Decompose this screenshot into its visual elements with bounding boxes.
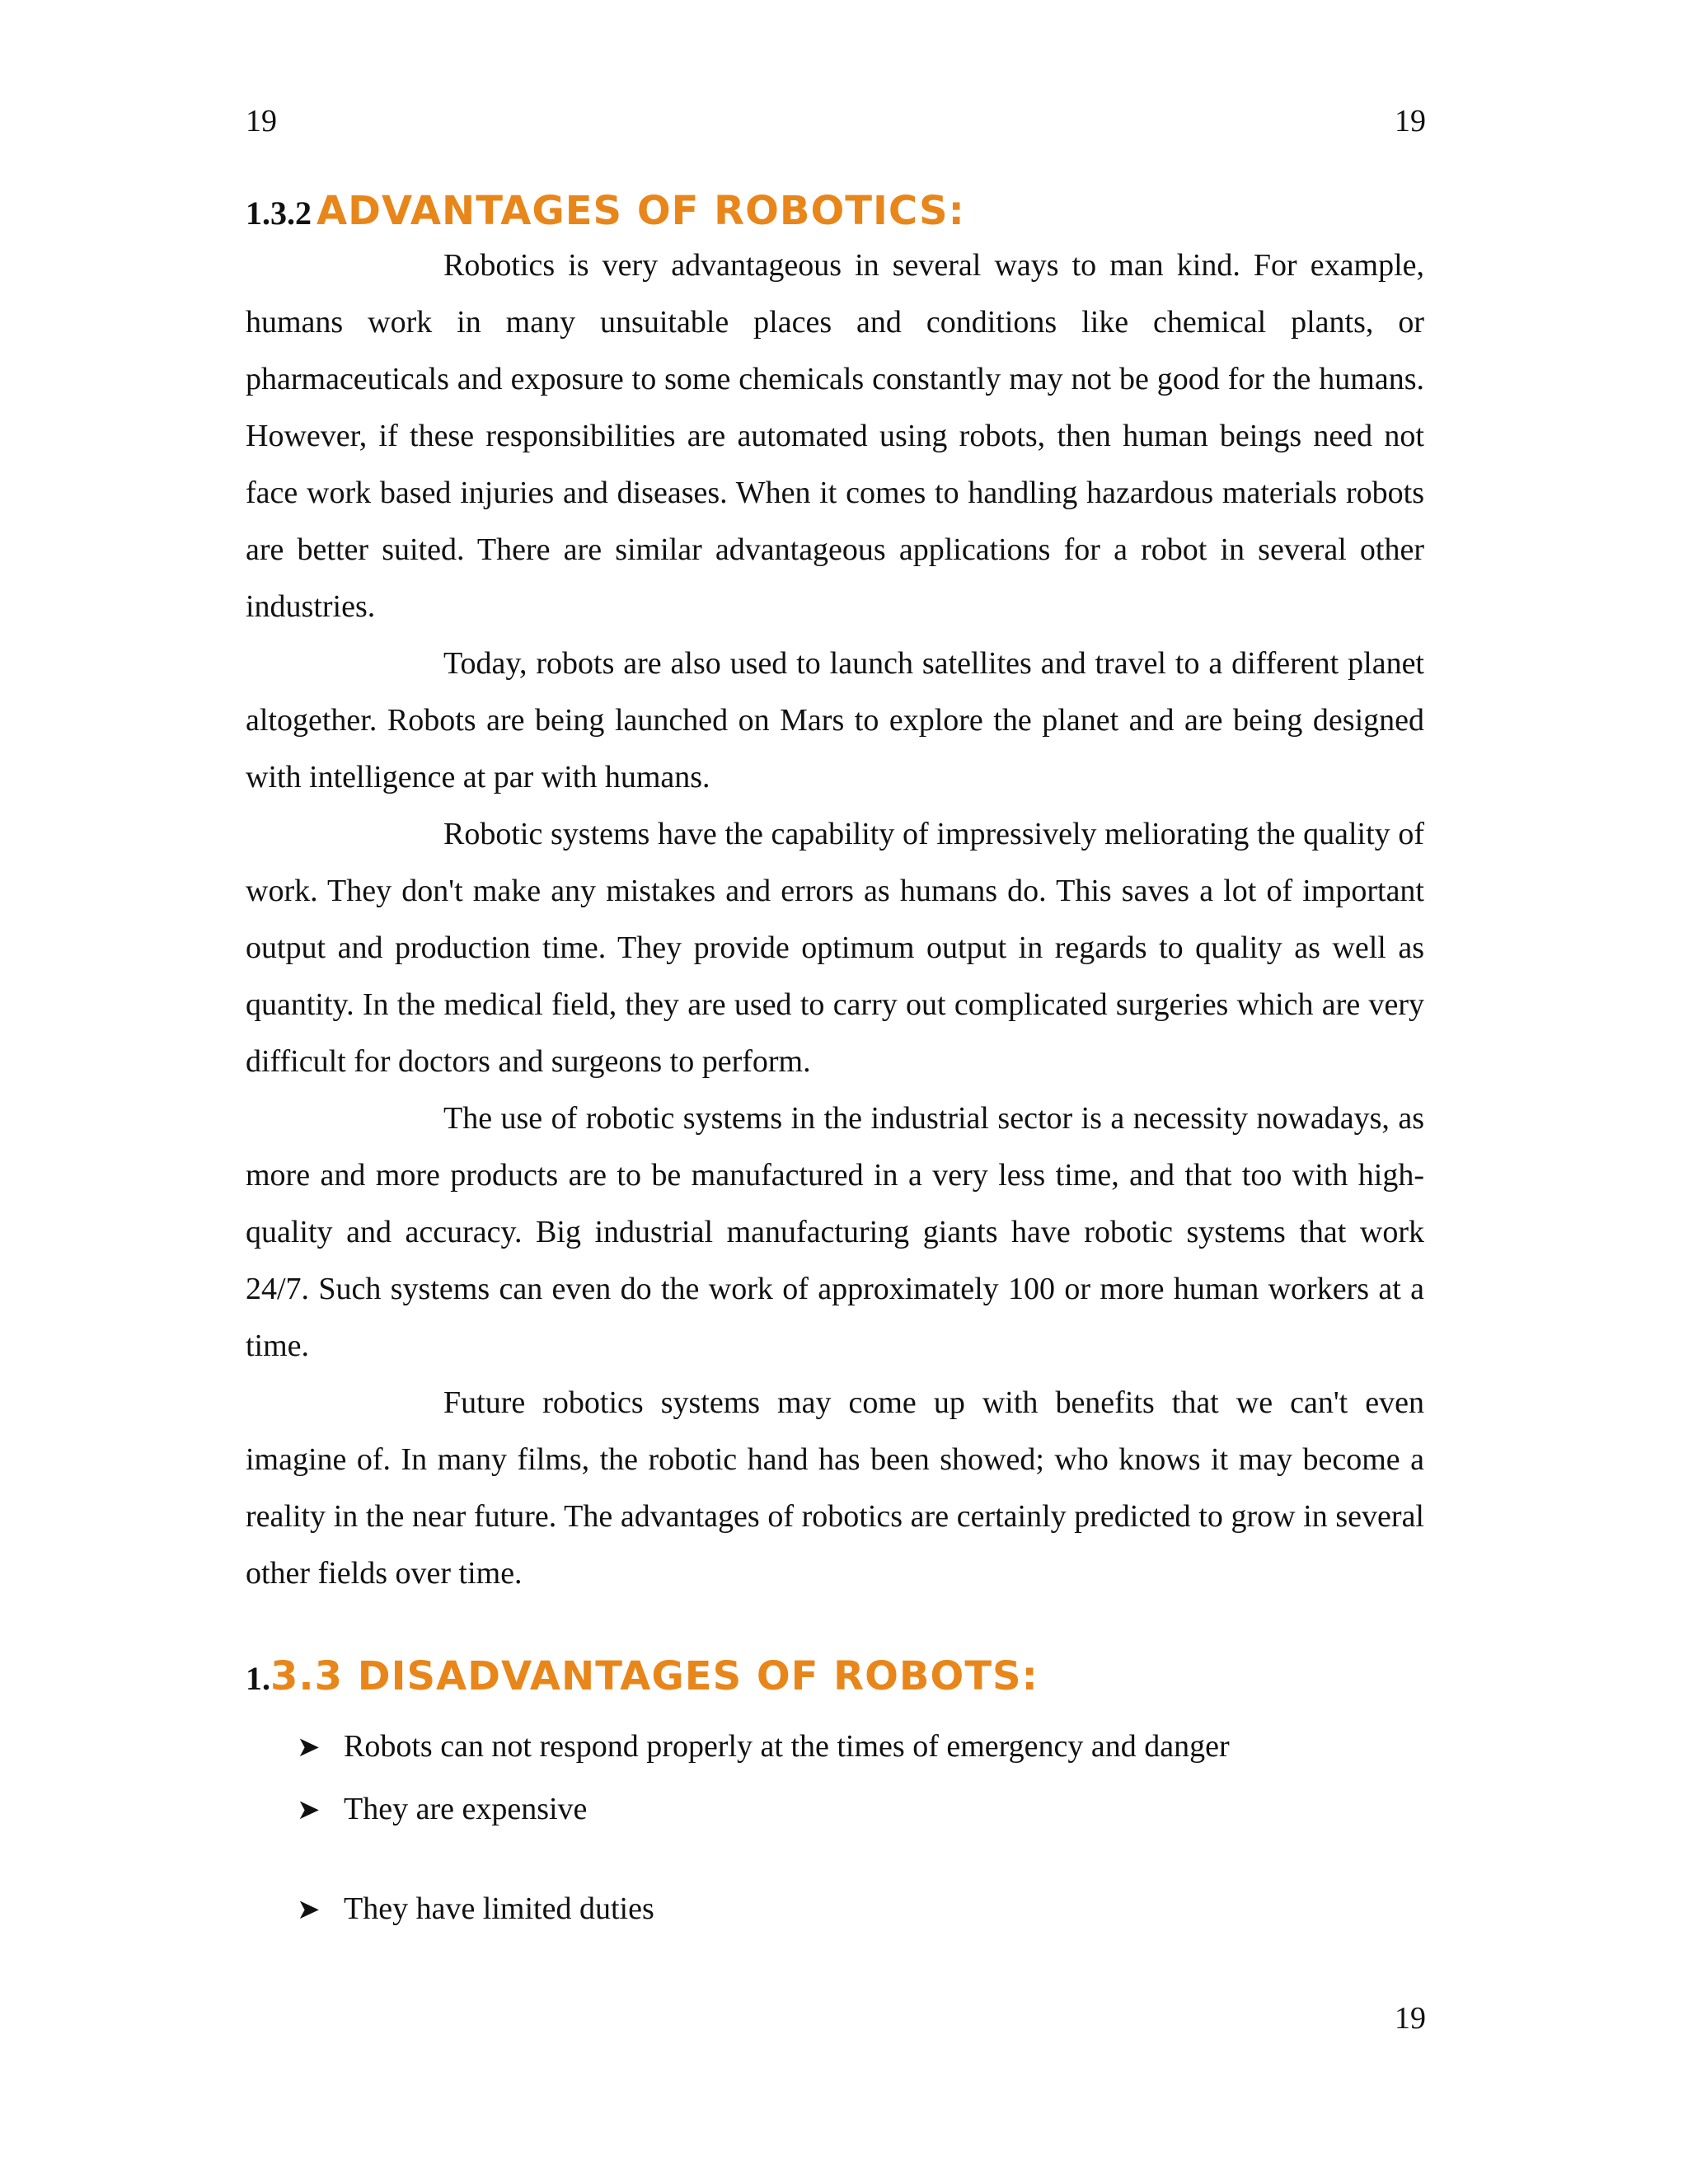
section-heading-disadvantages xyxy=(246,1653,1424,1701)
arrow-bullet-icon: ➤ xyxy=(297,1893,321,1927)
arrow-bullet-icon: ➤ xyxy=(297,1793,321,1827)
list-item-text: Robots can not respond properly at the times of emergency and danger xyxy=(344,1729,1230,1765)
section-number: 1.3.2 xyxy=(246,194,312,232)
paragraph: Robotics is very advantageous in several ways to man kind. For example, humans work in many unsuitable places and conditions like chemical plants, or pharmaceuticals and exposure to some chemicals constantly may not be good for the humans. However, if these responsibilities are automated using robots, then human beings need not face work based injuries and diseases. When it comes to handling hazardous materials robots are better suited. There are similar advantageous applications for a robot in several other industries. xyxy=(246,247,1424,624)
section-number: 1. xyxy=(246,1659,270,1697)
advantages-body xyxy=(246,237,1424,1602)
page-number-top-right: 19 xyxy=(1395,104,1426,138)
section-title: 3.3 DISADVANTAGES OF ROBOTS: xyxy=(270,1652,1039,1699)
page-number-top-left: 19 xyxy=(246,104,277,138)
disadvantages-list xyxy=(246,1725,1424,1931)
list-item xyxy=(297,1725,1424,1769)
list-item-text: They are expensive xyxy=(344,1792,588,1827)
paragraph: Future robotics systems may come up with benefits that we can't even imagine of. In many films, the robotic hand has been showed; who knows it may become a reality in the near future. The advantages of robotics are certainly predicted to grow in several other fields over time. xyxy=(246,1385,1424,1591)
paragraph: Today, robots are also used to launch satellites and travel to a different planet altogether. Robots are being launched on Mars to explore the planet and are being designed with intelligence at par with humans. xyxy=(246,645,1424,794)
list-item-text: They have limited duties xyxy=(344,1891,654,1927)
page-number-bottom-right: 19 xyxy=(1395,2001,1426,2036)
paragraph: The use of robotic systems in the industrial sector is a necessity nowadays, as more and more products are to be manufactured in a very less time, and that too with high-quality and accuracy. Big industrial manufacturing giants have robotic systems that work 24/7. Such systems can even do the work of approximately 100 or more human workers at a time. xyxy=(246,1100,1424,1363)
list-item xyxy=(297,1788,1424,1831)
page-content xyxy=(246,188,1424,1931)
paragraph: Robotic systems have the capability of impressively meliorating the quality of work. They don't make any mistakes and errors as humans do. This saves a lot of important output and production time. They provide optimum output in regards to quality as well as quantity. In the medical field, they are used to carry out complicated surgeries which are very difficult for doctors and surgeons to perform. xyxy=(246,816,1424,1079)
section-heading-advantages xyxy=(246,188,1424,236)
arrow-bullet-icon: ➤ xyxy=(297,1731,321,1765)
list-item xyxy=(297,1887,1424,1931)
section-title: ADVANTAGES OF ROBOTICS: xyxy=(316,188,965,234)
